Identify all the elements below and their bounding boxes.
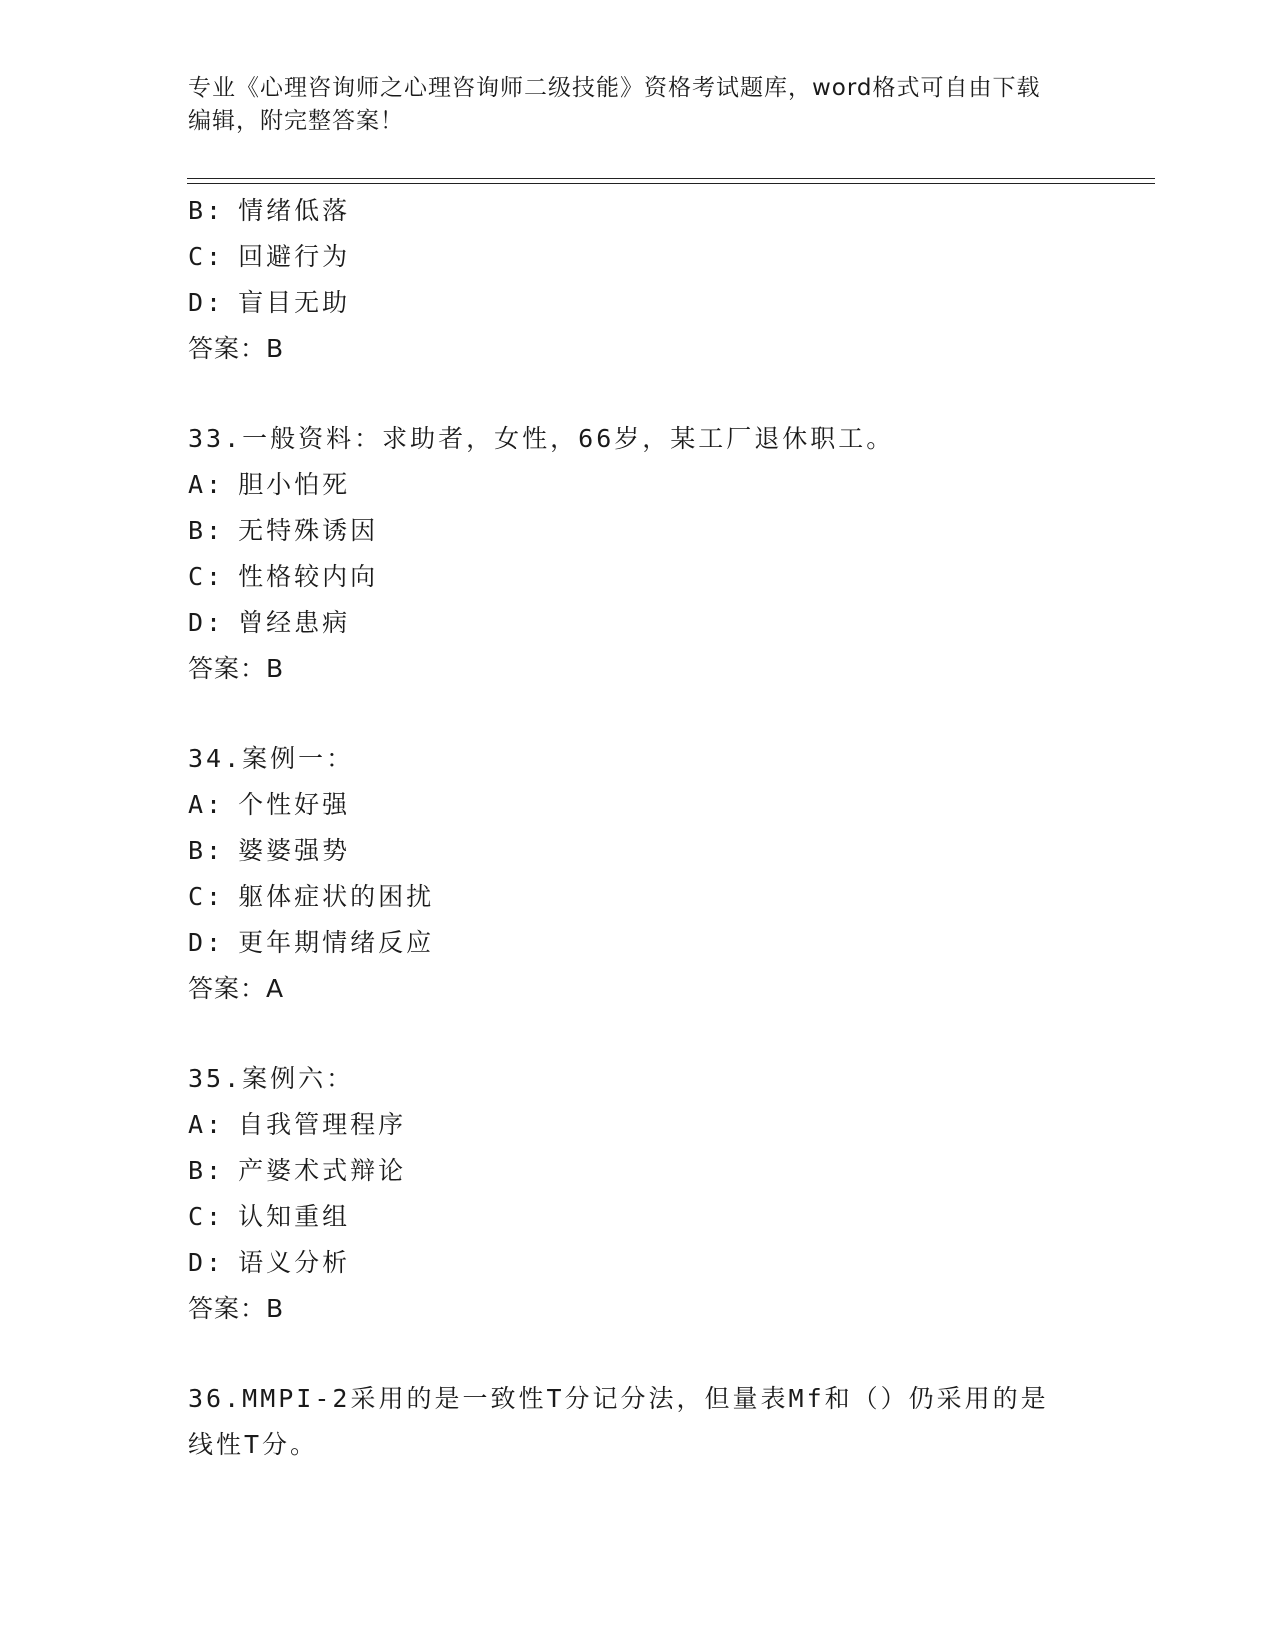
option-b: B: 无特殊诱因 (188, 516, 379, 545)
option-b: B: 产婆术式辩论 (188, 1156, 407, 1185)
question-block-33 (188, 416, 1088, 692)
question-stem-line-1: 36.MMPI-2采用的是一致性T分记分法，但量表Mf和（）仍采用的是 (188, 1384, 1049, 1413)
question-block-32 (188, 188, 1088, 372)
option-c: C: 回避行为 (188, 242, 351, 271)
question-block-36 (188, 1376, 1088, 1468)
header-rule-bottom (187, 183, 1155, 184)
header-rule-top (187, 178, 1155, 179)
answer-line: 答案：B (188, 1294, 285, 1323)
option-c: C: 躯体症状的困扰 (188, 882, 435, 911)
document-header (188, 72, 1088, 138)
answer-line: 答案：B (188, 334, 285, 363)
question-list (188, 188, 1088, 1468)
question-stem: 35.案例六： (188, 1064, 355, 1093)
question-stem: 34.案例一： (188, 744, 355, 773)
option-c: C: 性格较内向 (188, 562, 379, 591)
question-stem-line-2: 线性T分。 (188, 1430, 319, 1459)
option-a: A: 胆小怕死 (188, 470, 351, 499)
answer-line: 答案：B (188, 654, 285, 683)
option-d: D: 盲目无助 (188, 288, 351, 317)
question-stem: 33.一般资料：求助者，女性，66岁，某工厂退休职工。 (188, 424, 895, 453)
header-line-1: 专业《心理咨询师之心理咨询师二级技能》资格考试题库，word格式可自由下载 (188, 75, 1041, 101)
question-block-34 (188, 736, 1088, 1012)
option-b: B: 情绪低落 (188, 196, 351, 225)
answer-line: 答案：A (188, 974, 285, 1003)
option-d: D: 语义分析 (188, 1248, 351, 1277)
question-block-35 (188, 1056, 1088, 1332)
option-d: D: 更年期情绪反应 (188, 928, 435, 957)
option-a: A: 自我管理程序 (188, 1110, 407, 1139)
header-line-2: 编辑，附完整答案！ (188, 108, 404, 134)
option-d: D: 曾经患病 (188, 608, 351, 637)
option-a: A: 个性好强 (188, 790, 351, 819)
option-b: B: 婆婆强势 (188, 836, 351, 865)
option-c: C: 认知重组 (188, 1202, 351, 1231)
